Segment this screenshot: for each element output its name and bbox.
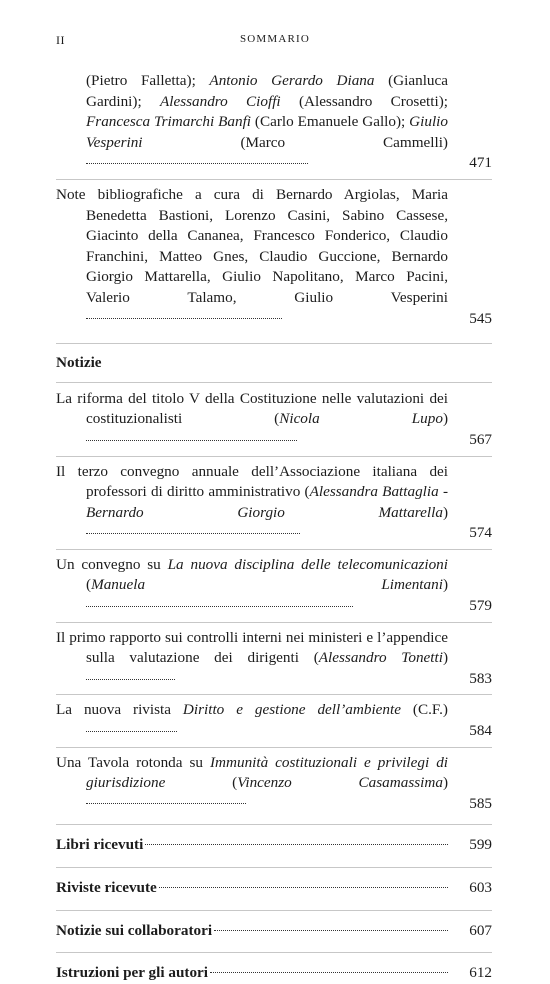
dot-leader: [86, 318, 282, 319]
section-line: [56, 878, 448, 899]
section-divider: [56, 910, 492, 911]
section-divider: [56, 867, 492, 868]
toc-entry-text: [56, 555, 492, 617]
page-ref: 545: [469, 309, 492, 327]
entry-text: (: [86, 576, 92, 594]
page-number: II: [56, 33, 65, 47]
dot-leader: [86, 731, 177, 732]
entry-italic-text: Diritto e gestione dell’ambiente: [182, 701, 401, 719]
entry-italic-text: Alessandro Tonetti: [318, 649, 443, 667]
page-ref: 579: [469, 597, 492, 615]
toc-entry: [56, 462, 492, 544]
toc-entry: [56, 700, 492, 741]
dot-leader: [86, 533, 300, 534]
page-ref: 567: [469, 430, 492, 448]
entry-italic-text: Francesca Trimarchi Banfi: [86, 113, 252, 131]
toc-entry-text: [56, 71, 492, 174]
entry-italic-text: Manuela Limentani: [91, 576, 443, 594]
dot-leader: [159, 887, 448, 888]
toc-entries-top: [56, 71, 492, 329]
toc-entry-text: [56, 628, 492, 690]
page-ref: 585: [469, 794, 492, 812]
section-label: Istruzioni per gli autori: [56, 964, 209, 982]
toc-entry: [56, 389, 492, 451]
toc-entry: [56, 628, 492, 690]
section-line: [56, 921, 448, 942]
toc-sections: [56, 824, 492, 983]
section-divider: [56, 343, 492, 344]
dot-leader: [86, 606, 353, 607]
dot-leader: [210, 972, 448, 973]
section-heading-notizie: Notizie: [56, 354, 102, 372]
toc-entries-notizie: [56, 389, 492, 815]
entry-divider: [56, 549, 492, 550]
toc-entry-text: [56, 389, 492, 451]
page-ref: 583: [469, 669, 492, 687]
entry-text: Il primo rapporto sui controlli interni nei ministeri e l’appendice sulla valutazione dei dirigenti (: [56, 628, 448, 667]
entry-divider: [56, 456, 492, 457]
entry-italic-text: Giulio Vesperini: [86, 113, 448, 151]
section-divider: [56, 824, 492, 825]
toc-entry-text: [56, 185, 492, 329]
toc-section-entry: [56, 963, 492, 984]
page-ref: 574: [469, 524, 492, 542]
section-label: Riviste ricevute: [56, 879, 157, 896]
section-line: [56, 963, 448, 984]
section-label: Libri ricevuti: [56, 836, 144, 854]
page-ref: 603: [469, 879, 492, 896]
toc-entry: [56, 555, 492, 617]
entry-text: ): [442, 576, 448, 594]
entry-italic-text: Antonio Gerardo Diana: [209, 72, 375, 89]
section-line: [56, 835, 448, 856]
section-divider: [56, 952, 492, 953]
entry-text: La riforma del titolo V della Costituzione nelle valutazioni dei costituzionalisti (: [56, 389, 448, 428]
entry-text: (C.F.): [400, 701, 448, 719]
page-ref: 471: [469, 154, 492, 172]
section-divider: [56, 382, 492, 383]
entry-text: (Gianluca Gardini);: [86, 72, 449, 110]
toc-entry: [56, 753, 492, 815]
entry-italic-text: Vincenzo Casamassima: [237, 774, 443, 792]
entry-divider: [56, 179, 492, 180]
entry-text: ): [442, 649, 448, 667]
dot-leader: [86, 440, 297, 441]
dot-leader: [145, 844, 448, 845]
entry-text: (Alessandro Crosetti);: [280, 92, 448, 110]
page-ref: 607: [469, 921, 492, 939]
entry-text: (: [165, 774, 238, 792]
page-ref: 599: [469, 836, 492, 854]
entry-divider: [56, 694, 492, 695]
toc-section-entry: [56, 921, 492, 942]
dot-leader: [86, 679, 175, 680]
entry-text: (Pietro Falletta);: [86, 72, 210, 89]
entry-italic-text: La nuova disciplina delle telecomunicazioni: [167, 555, 448, 573]
entry-italic-text: Nicola Lupo: [279, 410, 443, 428]
entry-italic-text: Immunità costituzionali e privilegi di giurisdizione: [86, 753, 449, 792]
entry-divider: [56, 747, 492, 748]
dot-leader: [86, 163, 308, 164]
entry-text: Una Tavola rotonda su: [56, 753, 210, 771]
dot-leader: [214, 930, 448, 931]
toc-entry-text: [56, 753, 492, 815]
toc-entry-text: [56, 462, 492, 544]
entry-text: Note bibliografiche a cura di Bernardo Argiolas, Maria Benedetta Bastioni, Lorenzo Casini, Sabino Cassese, Giacinto della Cananea, Francesco Fonderico, Claudio Franchini, Matteo Gnes, Claudio Guccione, Bernardo Giorgio Mattarella, Giulio Napolitano, Marco Pacini, Valerio Talamo, Giulio Vesperini: [56, 185, 448, 306]
entry-italic-text: Alessandra Battaglia - Bernardo Giorgio Mattarella: [86, 483, 448, 521]
entry-italic-text: Alessandro Cioffi: [159, 92, 281, 110]
entry-divider: [56, 622, 492, 623]
toc-section-entry: [56, 878, 492, 899]
section-label: Notizie sui collaboratori: [56, 921, 213, 939]
entry-text: ): [442, 503, 448, 521]
entry-text: (Carlo Emanuele Gallo);: [251, 113, 410, 131]
toc-entry: [56, 71, 492, 174]
page-ref: 584: [469, 722, 492, 740]
page-ref: 612: [469, 964, 492, 982]
entry-text: La nuova rivista: [56, 701, 183, 719]
toc-entry: [56, 185, 492, 329]
dot-leader: [86, 803, 246, 804]
running-header-title: SOMMARIO: [239, 33, 311, 45]
toc-section-entry: [56, 835, 492, 856]
table-of-contents: [56, 71, 492, 984]
entry-text: Un convegno su: [56, 555, 168, 573]
entry-text: (Marco Cammelli): [142, 133, 448, 151]
toc-entry-text: [56, 700, 492, 741]
entry-text: ): [442, 410, 448, 428]
entry-text: Il terzo convegno annuale dell’Associazione italiana dei professori di diritto amministrativo (: [56, 462, 448, 501]
entry-text: ): [442, 774, 449, 792]
